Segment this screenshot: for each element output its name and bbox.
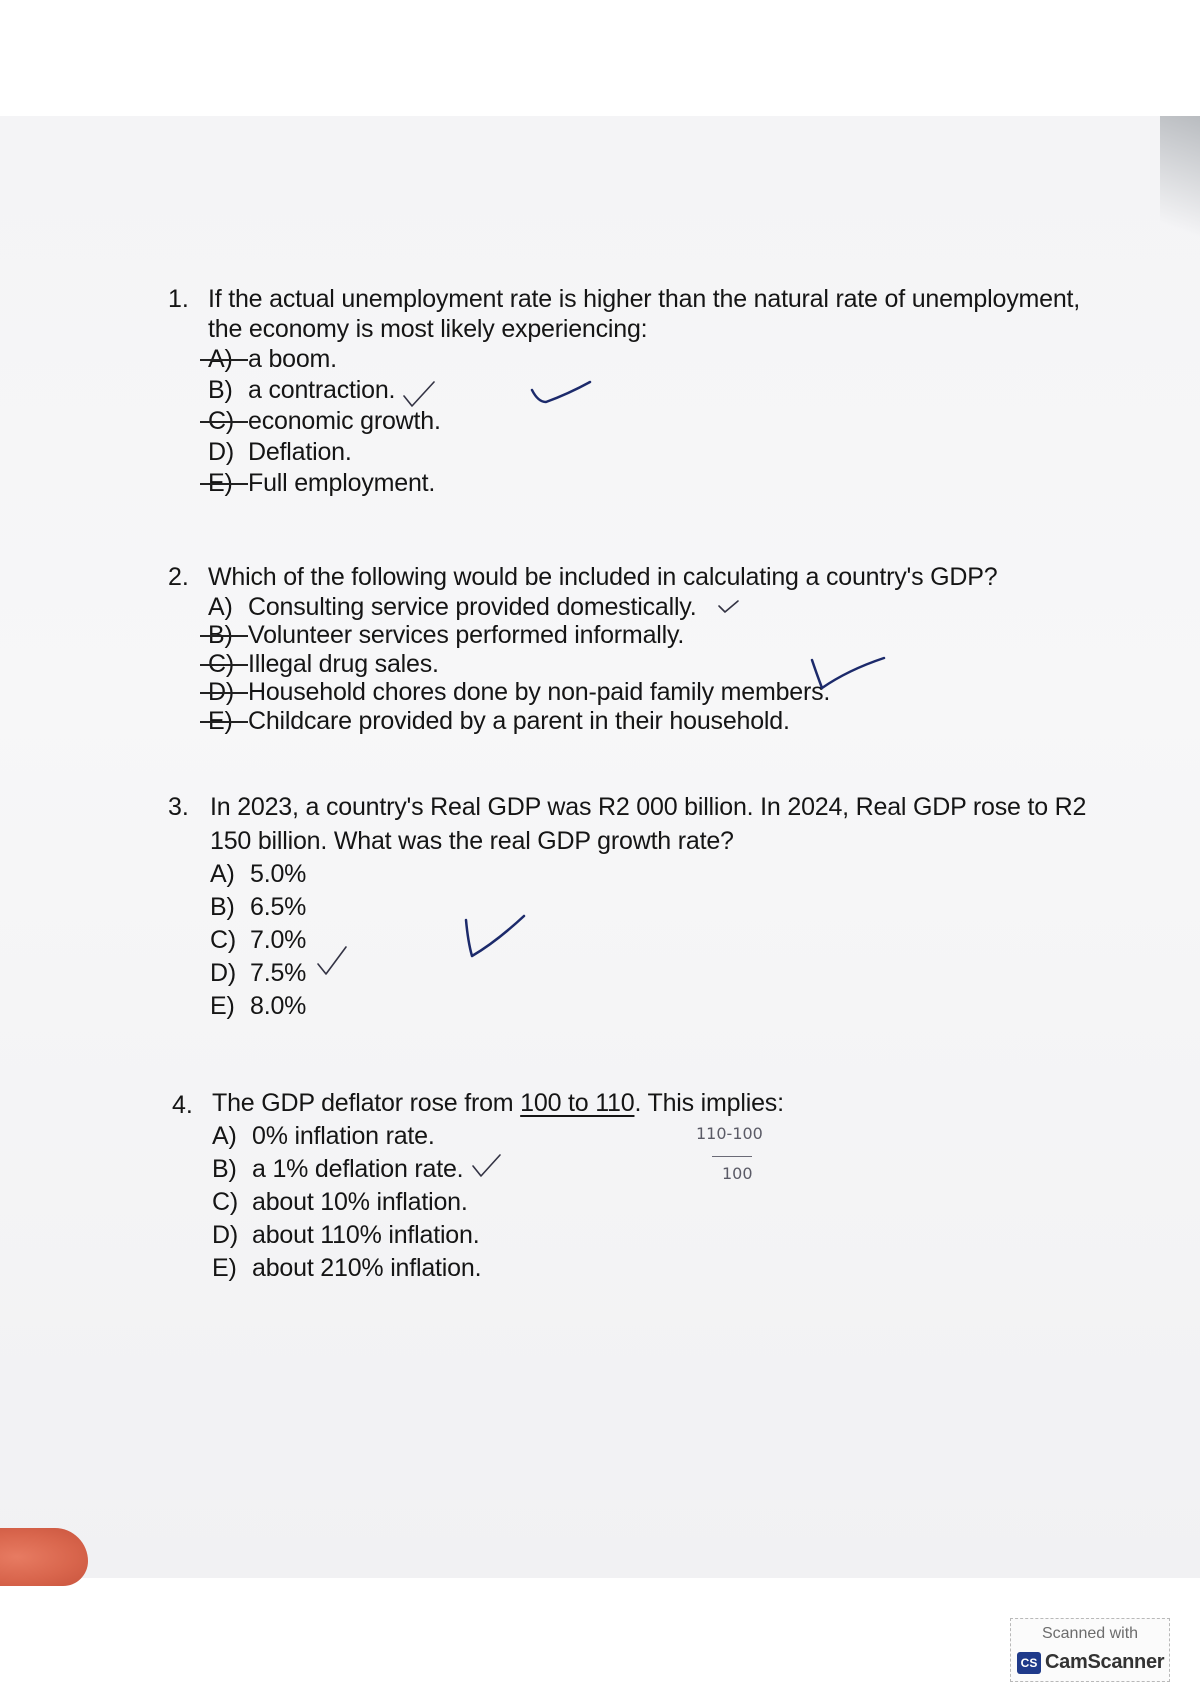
option-letter: A) [208, 344, 248, 374]
question-text: In 2023, a country's Real GDP was R2 000 billion. In 2024, Real GDP rose to R2 [210, 793, 1087, 821]
option-e [208, 468, 435, 498]
option-text: a contraction. [248, 376, 396, 404]
option-text: 6.5% [250, 893, 307, 921]
option-letter: A) [210, 860, 235, 888]
option-letter: B) [212, 1155, 237, 1183]
option-d [208, 437, 352, 467]
option-text: economic growth. [248, 407, 441, 435]
option-letter: C) [210, 926, 236, 954]
option-text: Childcare provided by a parent in their household. [248, 707, 790, 735]
option-letter: C) [212, 1188, 238, 1216]
option-text: about 10% inflation. [252, 1188, 468, 1216]
small-check-mark-icon [314, 944, 350, 978]
calc-denominator: 100 [722, 1164, 753, 1183]
question-text: the economy is most likely experiencing: [208, 315, 648, 343]
option-a [208, 592, 697, 622]
option-a [212, 1121, 435, 1151]
option-letter: B) [208, 376, 233, 404]
camscanner-badge [1010, 1618, 1170, 1682]
question-number: 4. [172, 1091, 193, 1119]
option-letter: D) [210, 959, 236, 987]
option-b [208, 375, 395, 405]
option-e [210, 991, 306, 1021]
option-b [208, 620, 684, 650]
badge-caption: Scanned with [1041, 1625, 1139, 1642]
grader-check-mark-icon [460, 912, 530, 962]
option-letter: D) [212, 1221, 238, 1249]
option-text: 0% inflation rate. [252, 1122, 435, 1150]
option-letter: A) [208, 593, 233, 621]
option-text: Deflation. [248, 438, 352, 466]
option-e [212, 1253, 481, 1283]
question-number: 2. [168, 563, 189, 591]
question-text: 150 billion. What was the real GDP growth rate? [210, 827, 734, 855]
underlined-values: 100 to 110 [520, 1089, 635, 1117]
option-d [210, 958, 306, 988]
option-letter: B) [208, 620, 248, 650]
option-text: about 210% inflation. [252, 1254, 482, 1282]
option-text: 7.0% [250, 926, 307, 954]
option-letter: C) [208, 649, 248, 679]
option-c [208, 649, 439, 679]
option-b [210, 892, 306, 922]
option-letter: A) [212, 1122, 237, 1150]
option-text: 7.5% [250, 959, 307, 987]
badge-brand: CamScanner [1045, 1651, 1165, 1673]
option-text: Full employment. [248, 469, 436, 497]
question-text-part: . This implies: [634, 1089, 784, 1117]
small-check-mark-icon [470, 1152, 504, 1180]
option-b [212, 1154, 463, 1184]
option-letter: C) [208, 406, 248, 436]
option-letter: E) [208, 706, 248, 736]
question-text-part: The GDP deflator rose from [212, 1089, 521, 1117]
camscanner-logo-icon: CS [1017, 1652, 1041, 1674]
calc-numerator: 110-100 [696, 1124, 763, 1143]
calc-fraction-line [712, 1156, 752, 1157]
option-letter: E) [212, 1254, 237, 1282]
option-text: Volunteer services performed informally. [248, 621, 685, 649]
question-text [212, 1088, 784, 1118]
option-text: about 110% inflation. [252, 1221, 480, 1249]
question-text: Which of the following would be included in calculating a country's GDP? [208, 563, 998, 591]
option-letter: D) [208, 677, 248, 707]
option-text: a boom. [248, 345, 337, 373]
option-letter: D) [208, 438, 234, 466]
option-c [210, 925, 306, 955]
option-letter: E) [210, 992, 235, 1020]
option-a [210, 859, 306, 889]
question-number: 3. [168, 793, 189, 821]
option-d [208, 677, 830, 707]
option-a [208, 344, 337, 374]
small-check-mark-icon [400, 380, 440, 410]
option-d [212, 1220, 479, 1250]
question-number: 1. [168, 285, 189, 313]
option-text: a 1% deflation rate. [252, 1155, 464, 1183]
option-text: Household chores done by non-paid family members. [248, 678, 831, 706]
small-check-mark-icon [716, 598, 742, 616]
option-text: 8.0% [250, 992, 307, 1020]
grader-check-mark-icon [528, 378, 598, 408]
option-c [208, 406, 441, 436]
option-e [208, 706, 790, 736]
finger-edge [0, 1528, 88, 1586]
option-text: Consulting service provided domestically. [248, 593, 697, 621]
option-text: 5.0% [250, 860, 307, 888]
question-text: If the actual unemployment rate is higher than the natural rate of unemployment, [208, 285, 1081, 313]
grader-check-mark-icon [808, 654, 888, 694]
option-letter: B) [210, 893, 235, 921]
option-c [212, 1187, 468, 1217]
paper-corner-shadow [1160, 116, 1200, 276]
option-text: Illegal drug sales. [248, 650, 439, 678]
option-letter: E) [208, 468, 248, 498]
